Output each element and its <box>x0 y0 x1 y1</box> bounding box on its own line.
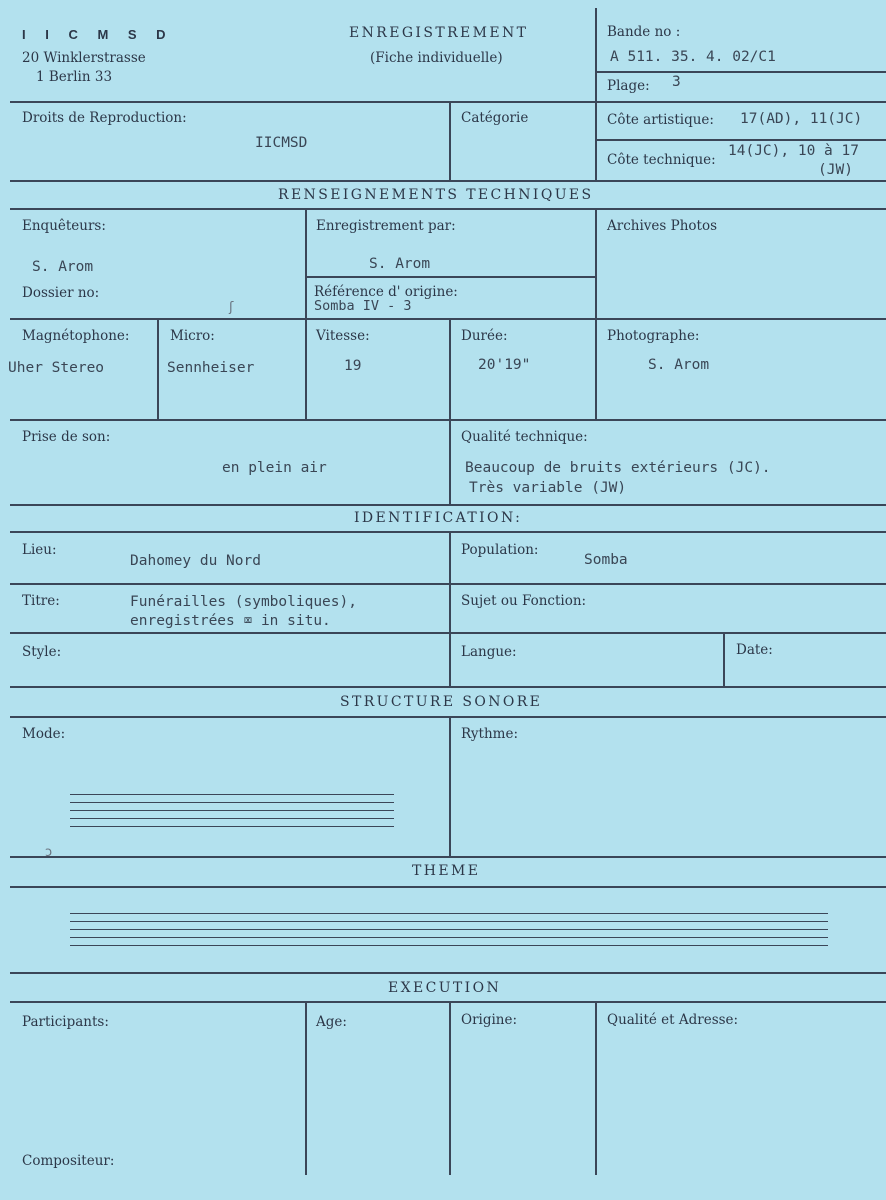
pencil-mark-icon: ↄ <box>45 845 53 860</box>
rule <box>10 180 886 182</box>
rule <box>595 1001 597 1175</box>
rule <box>10 856 886 858</box>
qualite-technique-value-1: Beaucoup de bruits extérieurs (JC). <box>465 460 771 476</box>
lieu-value: Dahomey du Nord <box>130 553 261 569</box>
rule <box>306 276 596 278</box>
archives-label: Archives Photos <box>607 218 717 234</box>
section-title-technique: RENSEIGNEMENTS TECHNIQUES <box>278 187 594 203</box>
form-title: ENREGISTREMENT <box>349 25 529 41</box>
cote-artistique-label: Côte artistique: <box>607 112 714 128</box>
section-title-theme: THEME <box>412 863 481 879</box>
rule <box>157 318 159 419</box>
sujet-label: Sujet ou Fonction: <box>461 593 587 609</box>
prise-value: en plein air <box>222 460 327 476</box>
qualite-technique-value-2: Très variable (JW) <box>469 480 627 496</box>
population-label: Population: <box>461 542 539 558</box>
rule <box>10 972 886 974</box>
rule <box>449 531 451 686</box>
address-line1: 20 Winklerstrasse <box>22 50 146 66</box>
rule <box>305 208 307 419</box>
rule <box>10 686 886 688</box>
rule <box>595 208 597 419</box>
photographe-label: Photographe: <box>607 328 700 344</box>
rule <box>10 716 886 718</box>
rule <box>10 504 886 506</box>
lieu-label: Lieu: <box>22 542 57 558</box>
cote-technique-value-2: (JW) <box>818 162 853 178</box>
micro-label: Micro: <box>170 328 215 344</box>
rule <box>723 632 725 686</box>
rule <box>10 318 886 320</box>
address-line2: 1 Berlin 33 <box>36 69 113 85</box>
pencil-mark-icon: ʃ <box>229 300 234 315</box>
participants-label: Participants: <box>22 1014 109 1030</box>
rule <box>595 8 597 180</box>
titre-value-1: Funérailles (symboliques), <box>130 594 357 610</box>
duree-value: 20'19" <box>478 357 531 373</box>
population-value: Somba <box>584 552 628 568</box>
duree-label: Durée: <box>461 328 508 344</box>
plage-value: 3 <box>672 74 681 90</box>
rule <box>596 71 886 73</box>
titre-label: Titre: <box>22 593 60 609</box>
bande-value: A 511. 35. 4. 02/C1 <box>610 49 776 65</box>
droits-value: IICMSD <box>255 135 308 151</box>
photographe-value: S. Arom <box>648 357 710 373</box>
rule <box>10 531 886 533</box>
style-label: Style: <box>22 644 62 660</box>
org-name: I I C M S D <box>22 27 174 42</box>
rule <box>449 318 451 504</box>
rythme-label: Rythme: <box>461 726 519 742</box>
qualite-adresse-label: Qualité et Adresse: <box>607 1012 739 1028</box>
section-title-execution: EXECUTION <box>388 980 502 996</box>
cote-technique-label: Côte technique: <box>607 152 716 168</box>
prise-label: Prise de son: <box>22 429 111 445</box>
section-title-structure: STRUCTURE SONORE <box>340 694 543 710</box>
enregistrement-par-value: S. Arom <box>369 256 431 272</box>
mode-label: Mode: <box>22 726 66 742</box>
vitesse-value: 19 <box>344 358 362 374</box>
rule <box>10 419 886 421</box>
categorie-label: Catégorie <box>461 110 529 126</box>
rule <box>305 1001 307 1175</box>
rule <box>596 139 886 141</box>
bande-label: Bande no : <box>607 24 681 40</box>
rule <box>10 583 886 585</box>
langue-label: Langue: <box>461 644 517 660</box>
rule <box>10 1001 886 1003</box>
rule <box>449 1001 451 1175</box>
rule <box>10 886 886 888</box>
section-title-identification: IDENTIFICATION: <box>354 510 523 526</box>
rule <box>449 101 451 180</box>
rule <box>449 716 451 856</box>
vitesse-label: Vitesse: <box>316 328 370 344</box>
magnetophone-value: Uher Stereo <box>8 360 105 376</box>
magnetophone-label: Magnétophone: <box>22 328 130 344</box>
plage-label: Plage: <box>607 78 650 94</box>
enqueteurs-label: Enquêteurs: <box>22 218 106 234</box>
age-label: Age: <box>316 1014 347 1030</box>
form-subtitle: (Fiche individuelle) <box>370 50 503 66</box>
droits-label: Droits de Reproduction: <box>22 110 187 126</box>
rule <box>10 632 886 634</box>
reference-value: Somba IV - 3 <box>314 298 412 314</box>
titre-value-2: enregistrées ⌧ in situ. <box>130 613 331 629</box>
qualite-technique-label: Qualité technique: <box>461 429 588 445</box>
micro-value: Sennheiser <box>167 360 255 376</box>
compositeur-label: Compositeur: <box>22 1153 115 1169</box>
enqueteurs-value: S. Arom <box>32 259 94 275</box>
reference-label: Référence d' origine: <box>314 284 458 300</box>
cote-artistique-value: 17(AD), 11(JC) <box>740 111 863 127</box>
enregistrement-par-label: Enregistrement par: <box>316 218 456 234</box>
rule <box>10 208 886 210</box>
dossier-label: Dossier no: <box>22 285 100 301</box>
rule <box>10 101 886 103</box>
date-label: Date: <box>736 642 773 658</box>
origine-label: Origine: <box>461 1012 518 1028</box>
cote-technique-value: 14(JC), 10 à 17 <box>728 143 859 159</box>
